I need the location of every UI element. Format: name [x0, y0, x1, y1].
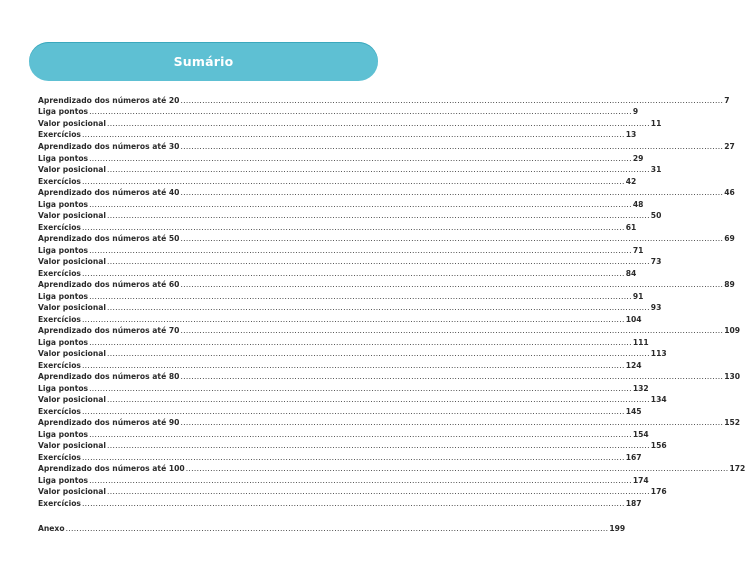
toc-entry[interactable] [38, 473, 649, 485]
toc-entry-title: Aprendizado dos números até 20 [38, 95, 180, 105]
toc-dot-leader: ........................................................................................................................................................................................................ [81, 498, 625, 508]
toc-entry-title: Valor posicional [38, 211, 107, 221]
toc-dot-leader: ........................................................................................................................................................................................................ [107, 349, 650, 359]
toc-entry[interactable] [38, 208, 662, 221]
toc-dot-leader: ........................................................................................................................................................................................................ [81, 360, 625, 370]
summary-header [29, 42, 378, 81]
toc-entry[interactable] [38, 450, 642, 462]
toc-page-number: 42 [625, 176, 637, 186]
toc-entry[interactable] [38, 254, 662, 267]
toc-dot-leader: ........................................................................................................................................................................................................ [89, 429, 632, 439]
toc-entry[interactable] [38, 151, 644, 163]
toc-page-number: 7 [724, 95, 730, 105]
toc-dot-leader: ........................................................................................................................................................................................................ [180, 418, 724, 428]
toc-page-number: 48 [632, 199, 644, 209]
toc-dot-leader: ........................................................................................................................................................................................................ [180, 141, 724, 151]
toc-page-number: 91 [632, 291, 644, 301]
toc-entry-title: Valor posicional [38, 257, 107, 267]
toc-entry-title: Aprendizado dos números até 100 [38, 464, 185, 474]
toc-dot-leader: ........................................................................................................................................................................................................ [180, 326, 724, 336]
toc-page-number: 61 [625, 222, 637, 232]
toc-entry-title: Valor posicional [38, 118, 107, 128]
toc-entry[interactable] [38, 485, 667, 497]
toc-dot-leader: ........................................................................................................................................................................................................ [89, 383, 632, 393]
toc-entry-title: Aprendizado dos números até 80 [38, 372, 180, 382]
toc-entry-title: Aprendizado dos números até 60 [38, 280, 180, 290]
toc-entry-title: Exercícios [38, 452, 81, 462]
toc-entry-title: Valor posicional [38, 303, 107, 313]
toc-entry[interactable] [38, 93, 730, 105]
toc-page-number: 46 [724, 188, 735, 198]
toc-entry[interactable] [38, 162, 662, 175]
toc-entry[interactable] [38, 522, 626, 534]
toc-entry-title: Exercícios [38, 130, 81, 140]
summary-title: Sumário [173, 54, 234, 69]
toc-page-number: 89 [724, 280, 735, 290]
toc-entry[interactable] [38, 427, 649, 439]
toc-entry[interactable] [38, 139, 735, 151]
toc-entry-title: Aprendizado dos números até 40 [38, 188, 180, 198]
toc-dot-leader: ........................................................................................................................................................................................................ [81, 130, 625, 140]
toc-dot-leader: ........................................................................................................................................................................................................ [81, 176, 625, 186]
toc-entry-title: Liga pontos [38, 337, 89, 347]
toc-dot-leader: ........................................................................................................................................................................................................ [180, 372, 724, 382]
toc-entry[interactable] [38, 116, 662, 128]
toc-dot-leader: ........................................................................................................................................................................................................ [89, 475, 632, 485]
toc-dot-leader: ........................................................................................................................................................................................................ [107, 257, 650, 267]
toc-entry[interactable] [38, 300, 662, 313]
toc-entry[interactable] [38, 323, 741, 336]
toc-dot-leader: ........................................................................................................................................................................................................ [89, 153, 632, 163]
toc-page-number: 134 [650, 395, 667, 405]
toc-entry[interactable] [38, 105, 639, 117]
toc-page-number: 132 [632, 383, 649, 393]
toc-page-number: 111 [632, 337, 649, 347]
toc-dot-leader: ........................................................................................................................................................................................................ [89, 291, 632, 301]
toc-dot-leader: ........................................................................................................................................................................................................ [180, 280, 724, 290]
toc-page-number: 109 [724, 326, 741, 336]
toc-dot-leader: ........................................................................................................................................................................................................ [81, 314, 625, 324]
toc-page-number: 29 [632, 153, 644, 163]
toc-page-number: 154 [632, 429, 649, 439]
toc-entry-title: Anexo [38, 524, 65, 534]
toc-dot-leader: ........................................................................................................................................................................................................ [180, 188, 724, 198]
toc-dot-leader: ........................................................................................................................................................................................................ [81, 268, 625, 278]
toc-dot-leader: ........................................................................................................................................................................................................ [107, 395, 650, 405]
toc-dot-leader: ........................................................................................................................................................................................................ [81, 406, 625, 416]
toc-entry-title: Exercícios [38, 498, 81, 508]
toc-page-number: 93 [650, 303, 662, 313]
toc-entry-title: Valor posicional [38, 441, 107, 451]
toc-entry-title: Aprendizado dos números até 70 [38, 326, 180, 336]
toc-page-number: 69 [724, 234, 735, 244]
toc-dot-leader: ........................................................................................................................................................................................................ [89, 199, 632, 209]
toc-entry-title: Exercícios [38, 268, 81, 278]
toc-entry[interactable] [38, 243, 644, 255]
toc-entry-title: Liga pontos [38, 107, 89, 117]
toc-page-number: 104 [625, 314, 642, 324]
toc-dot-leader: ........................................................................................................................................................................................................ [107, 487, 650, 497]
toc-dot-leader: ........................................................................................................................................................................................................ [185, 464, 729, 474]
toc-entry-title: Liga pontos [38, 245, 89, 255]
toc-page-number: 50 [650, 211, 662, 221]
toc-page-number: 124 [625, 360, 642, 370]
toc-entry[interactable] [38, 415, 741, 428]
toc-page-number: 187 [625, 498, 642, 508]
toc-entry[interactable] [38, 277, 735, 290]
toc-page-number: 84 [625, 268, 637, 278]
toc-entry-title: Liga pontos [38, 383, 89, 393]
toc-dot-leader: ........................................................................................................................................................................................................ [180, 234, 724, 244]
toc-dot-leader: ........................................................................................................................................................................................................ [180, 95, 724, 105]
toc-entry[interactable] [38, 369, 741, 382]
toc-entry[interactable] [38, 392, 667, 405]
toc-dot-leader: ........................................................................................................................................................................................................ [107, 303, 650, 313]
toc-page-number: 130 [724, 372, 741, 382]
toc-entry[interactable] [38, 335, 649, 347]
toc-page-number: 199 [609, 524, 626, 534]
toc-page-number: 71 [632, 245, 644, 255]
toc-entry[interactable] [38, 174, 637, 186]
toc-dot-leader: ........................................................................................................................................................................................................ [89, 337, 632, 347]
toc-entry-title: Exercícios [38, 360, 81, 370]
toc-entry-title: Aprendizado dos números até 50 [38, 234, 180, 244]
toc-entry-title: Liga pontos [38, 291, 89, 301]
toc-page-number: 156 [650, 441, 667, 451]
toc-dot-leader: ........................................................................................................................................................................................................ [65, 524, 609, 534]
toc-entry[interactable] [38, 266, 637, 278]
toc-dot-leader: ........................................................................................................................................................................................................ [107, 165, 650, 175]
toc-entry-title: Exercícios [38, 176, 81, 186]
toc-page-number: 145 [625, 406, 642, 416]
toc-entry[interactable] [38, 358, 642, 370]
toc-entry-title: Valor posicional [38, 165, 107, 175]
toc-entry-title: Liga pontos [38, 153, 89, 163]
toc-page-number: 167 [625, 452, 642, 462]
toc-entry[interactable] [38, 128, 637, 140]
toc-page-number: 11 [650, 118, 662, 128]
toc-entry-title: Valor posicional [38, 349, 107, 359]
toc-dot-leader: ........................................................................................................................................................................................................ [89, 245, 632, 255]
toc-page-number: 13 [625, 130, 637, 140]
toc-entry[interactable] [38, 381, 649, 393]
toc-entry[interactable] [38, 197, 644, 209]
toc-entry[interactable] [38, 496, 642, 508]
toc-dot-leader: ........................................................................................................................................................................................................ [107, 441, 650, 451]
toc-page-number: 9 [632, 107, 639, 117]
toc-entry-title: Valor posicional [38, 487, 107, 497]
toc-page-number: 172 [729, 464, 745, 474]
toc-entry-title: Liga pontos [38, 429, 89, 439]
toc-entry-title: Liga pontos [38, 475, 89, 485]
toc-entry-title: Aprendizado dos números até 30 [38, 141, 180, 151]
toc-entry[interactable] [38, 185, 735, 198]
toc-entry[interactable] [38, 289, 644, 301]
toc-entry-title: Liga pontos [38, 199, 89, 209]
toc-dot-leader: ........................................................................................................................................................................................................ [89, 107, 632, 117]
toc-page-number: 73 [650, 257, 662, 267]
toc-entry-title: Exercícios [38, 314, 81, 324]
toc-entry[interactable] [38, 312, 642, 324]
toc-page-number: 152 [724, 418, 741, 428]
toc-entry[interactable] [38, 404, 642, 416]
toc-dot-leader: ........................................................................................................................................................................................................ [107, 118, 650, 128]
toc-dot-leader: ........................................................................................................................................................................................................ [107, 211, 650, 221]
toc-entry-title: Valor posicional [38, 395, 107, 405]
table-of-contents [38, 93, 745, 534]
toc-entry-title: Exercícios [38, 406, 81, 416]
toc-entry[interactable] [38, 462, 745, 474]
toc-page-number: 176 [650, 487, 667, 497]
toc-page-number: 31 [650, 165, 662, 175]
toc-entry[interactable] [38, 231, 735, 244]
toc-entry[interactable] [38, 346, 667, 359]
toc-entry-title: Aprendizado dos números até 90 [38, 418, 180, 428]
toc-entry[interactable] [38, 438, 667, 451]
toc-entry-title: Exercícios [38, 222, 81, 232]
toc-page-number: 113 [650, 349, 667, 359]
toc-spacer [38, 508, 352, 522]
toc-page-number: 174 [632, 475, 649, 485]
toc-entry[interactable] [38, 220, 637, 232]
toc-page-number: 27 [724, 141, 735, 151]
toc-dot-leader: ........................................................................................................................................................................................................ [81, 452, 625, 462]
toc-dot-leader: ........................................................................................................................................................................................................ [81, 222, 625, 232]
